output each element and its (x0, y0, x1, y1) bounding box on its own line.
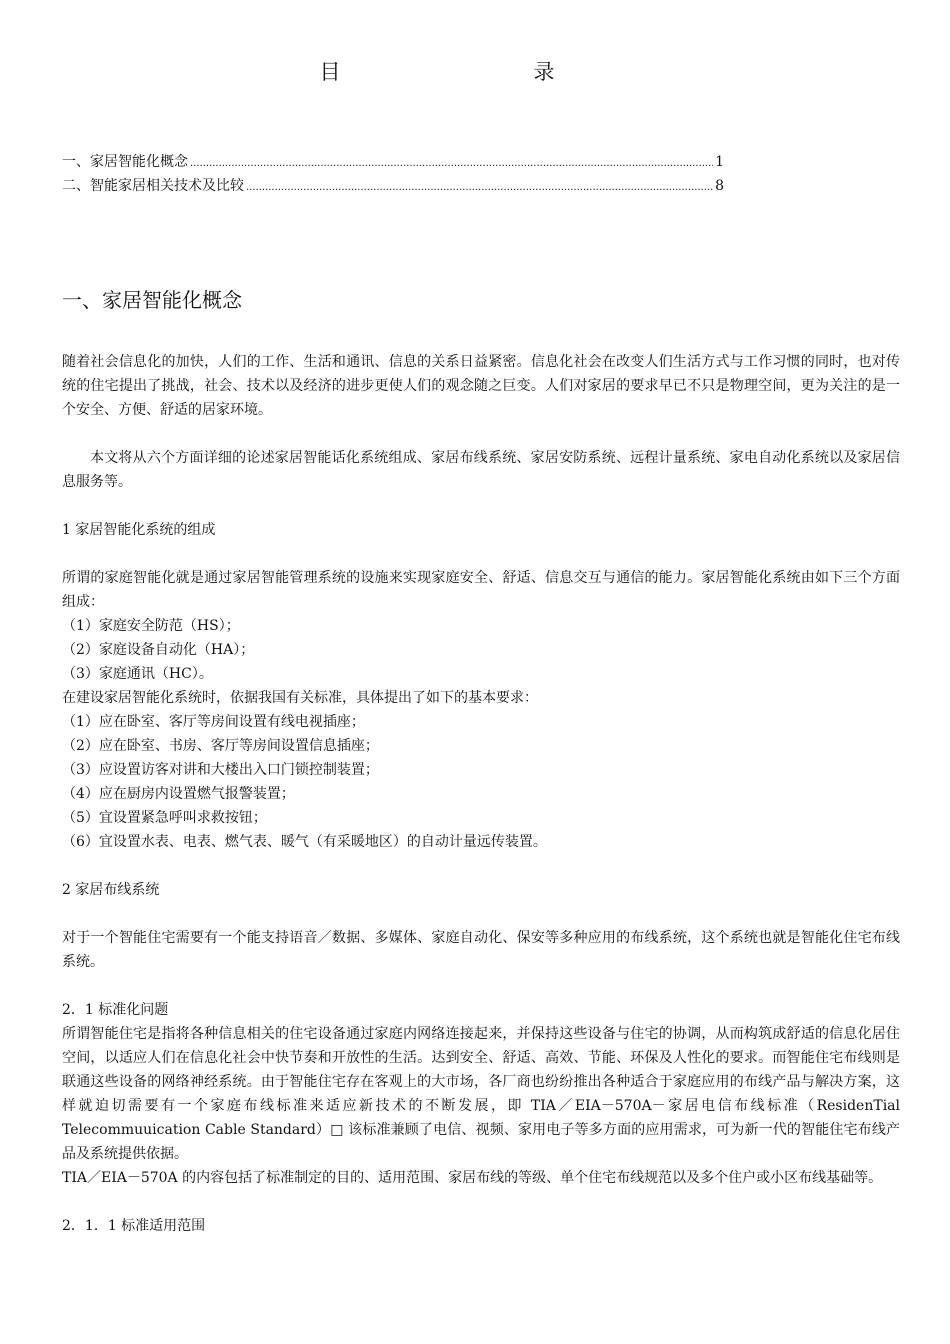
list-item: （4）应在厨房内设置燃气报警装置； (62, 786, 295, 802)
toc-leader-dots (190, 152, 713, 176)
table-of-contents (62, 150, 724, 198)
toc-entry[interactable] (62, 174, 724, 198)
standard-content-paragraph: TIA／EIA－570A 的内容包括了标准制定的目的、适用范围、家居布线的等级、单个住宅布线规范以及多个住户或小区布线基础等。 (62, 1170, 883, 1186)
toc-entry-page: 1 (715, 154, 724, 170)
toc-entry-label: 二、智能家居相关技术及比较 (62, 178, 244, 194)
toc-entry-page: 8 (715, 178, 724, 194)
toc-entry-label: 一、家居智能化概念 (62, 154, 188, 170)
intro-paragraph: 随着社会信息化的加快，人们的工作、生活和通讯、信息的关系日益紧密。信息化社会在改变人们生活方式与工作习惯的同时，也对传统的住宅提出了挑战，社会、技术以及经济的进步更使人们的观念随之巨变。人们对家居的要求早已不只是物理空间，更为关注的是一个安全、方便、舒适的居家环境。 (62, 354, 900, 418)
composition-paragraph: 所谓的家庭智能化就是通过家居智能管理系统的设施来实现家庭安全、舒适、信息交互与通信的能力。家居智能化系统由如下三个方面组成： (62, 570, 900, 610)
standard-paragraph: 所谓智能住宅是指将各种信息相关的住宅设备通过家庭内网络连接起来，并保持这些设备与住宅的协调，从而构筑成舒适的信息化居住空间，以适应人们在信息化社会中快节奏和开放性的生活。达到安全、舒适、高效、节能、环保及人性化的要求。而智能住宅布线则是联通这些设备的网络神经系统。由于智能住宅存在客观上的大市场，各厂商也纷纷推出各种适合于家庭应用的布线产品与解决方案，这样就迫切需要有一个家庭布线标准来适应新技术的不断发展，即 TIA／EIA－570A－家居电信布线标准（ResidenTial Telecommuuication Cable Standard）□ 该标准兼顾了电信、视频、家用电子等多方面的应用需求，可为新一代的智能住宅布线产品及系统提供依据。 (62, 1026, 900, 1162)
list-item: （5）宜设置紧急呼叫求救按钮； (62, 810, 267, 826)
overview-paragraph: 本文将从六个方面详细的论述家居智能话化系统组成、家居布线系统、家居安防系统、远程计量系统、家电自动化系统以及家居信息服务等。 (62, 450, 900, 490)
subsection-heading: 2 家居布线系统 (62, 882, 160, 898)
document-body (62, 284, 900, 1238)
list-item: （1）应在卧室、客厅等房间设置有线电视插座； (62, 714, 365, 730)
toc-title: 目 录 (319, 60, 641, 84)
subsection-heading: 2．1 标准化问题 (62, 1002, 169, 1018)
section-heading: 一、家居智能化概念 (62, 288, 242, 312)
subsection-heading: 2．1．1 标准适用范围 (62, 1218, 206, 1234)
requirements-intro: 在建设家居智能化系统时，依据我国有关标准，具体提出了如下的基本要求： (62, 690, 538, 706)
wiring-paragraph: 对于一个智能住宅需要有一个能支持语音／数据、多媒体、家庭自动化、保安等多种应用的布线系统，这个系统也就是智能化住宅布线系统。 (62, 930, 900, 970)
list-item: （6）宜设置水表、电表、燃气表、暖气（有采暖地区）的自动计量远传装置。 (62, 834, 547, 850)
subsection-heading: 1 家居智能化系统的组成 (62, 522, 216, 538)
list-item: （3）应设置访客对讲和大楼出入口门锁控制装置； (62, 762, 379, 778)
list-item: （1）家庭安全防范（HS）； (62, 618, 240, 634)
list-item: （2）应在卧室、书房、客厅等房间设置信息插座； (62, 738, 379, 754)
list-item: （3）家庭通讯（HC）。 (62, 666, 213, 682)
toc-entry[interactable] (62, 150, 724, 174)
list-item: （2）家庭设备自动化（HA）； (62, 642, 255, 658)
toc-leader-dots (246, 176, 713, 200)
